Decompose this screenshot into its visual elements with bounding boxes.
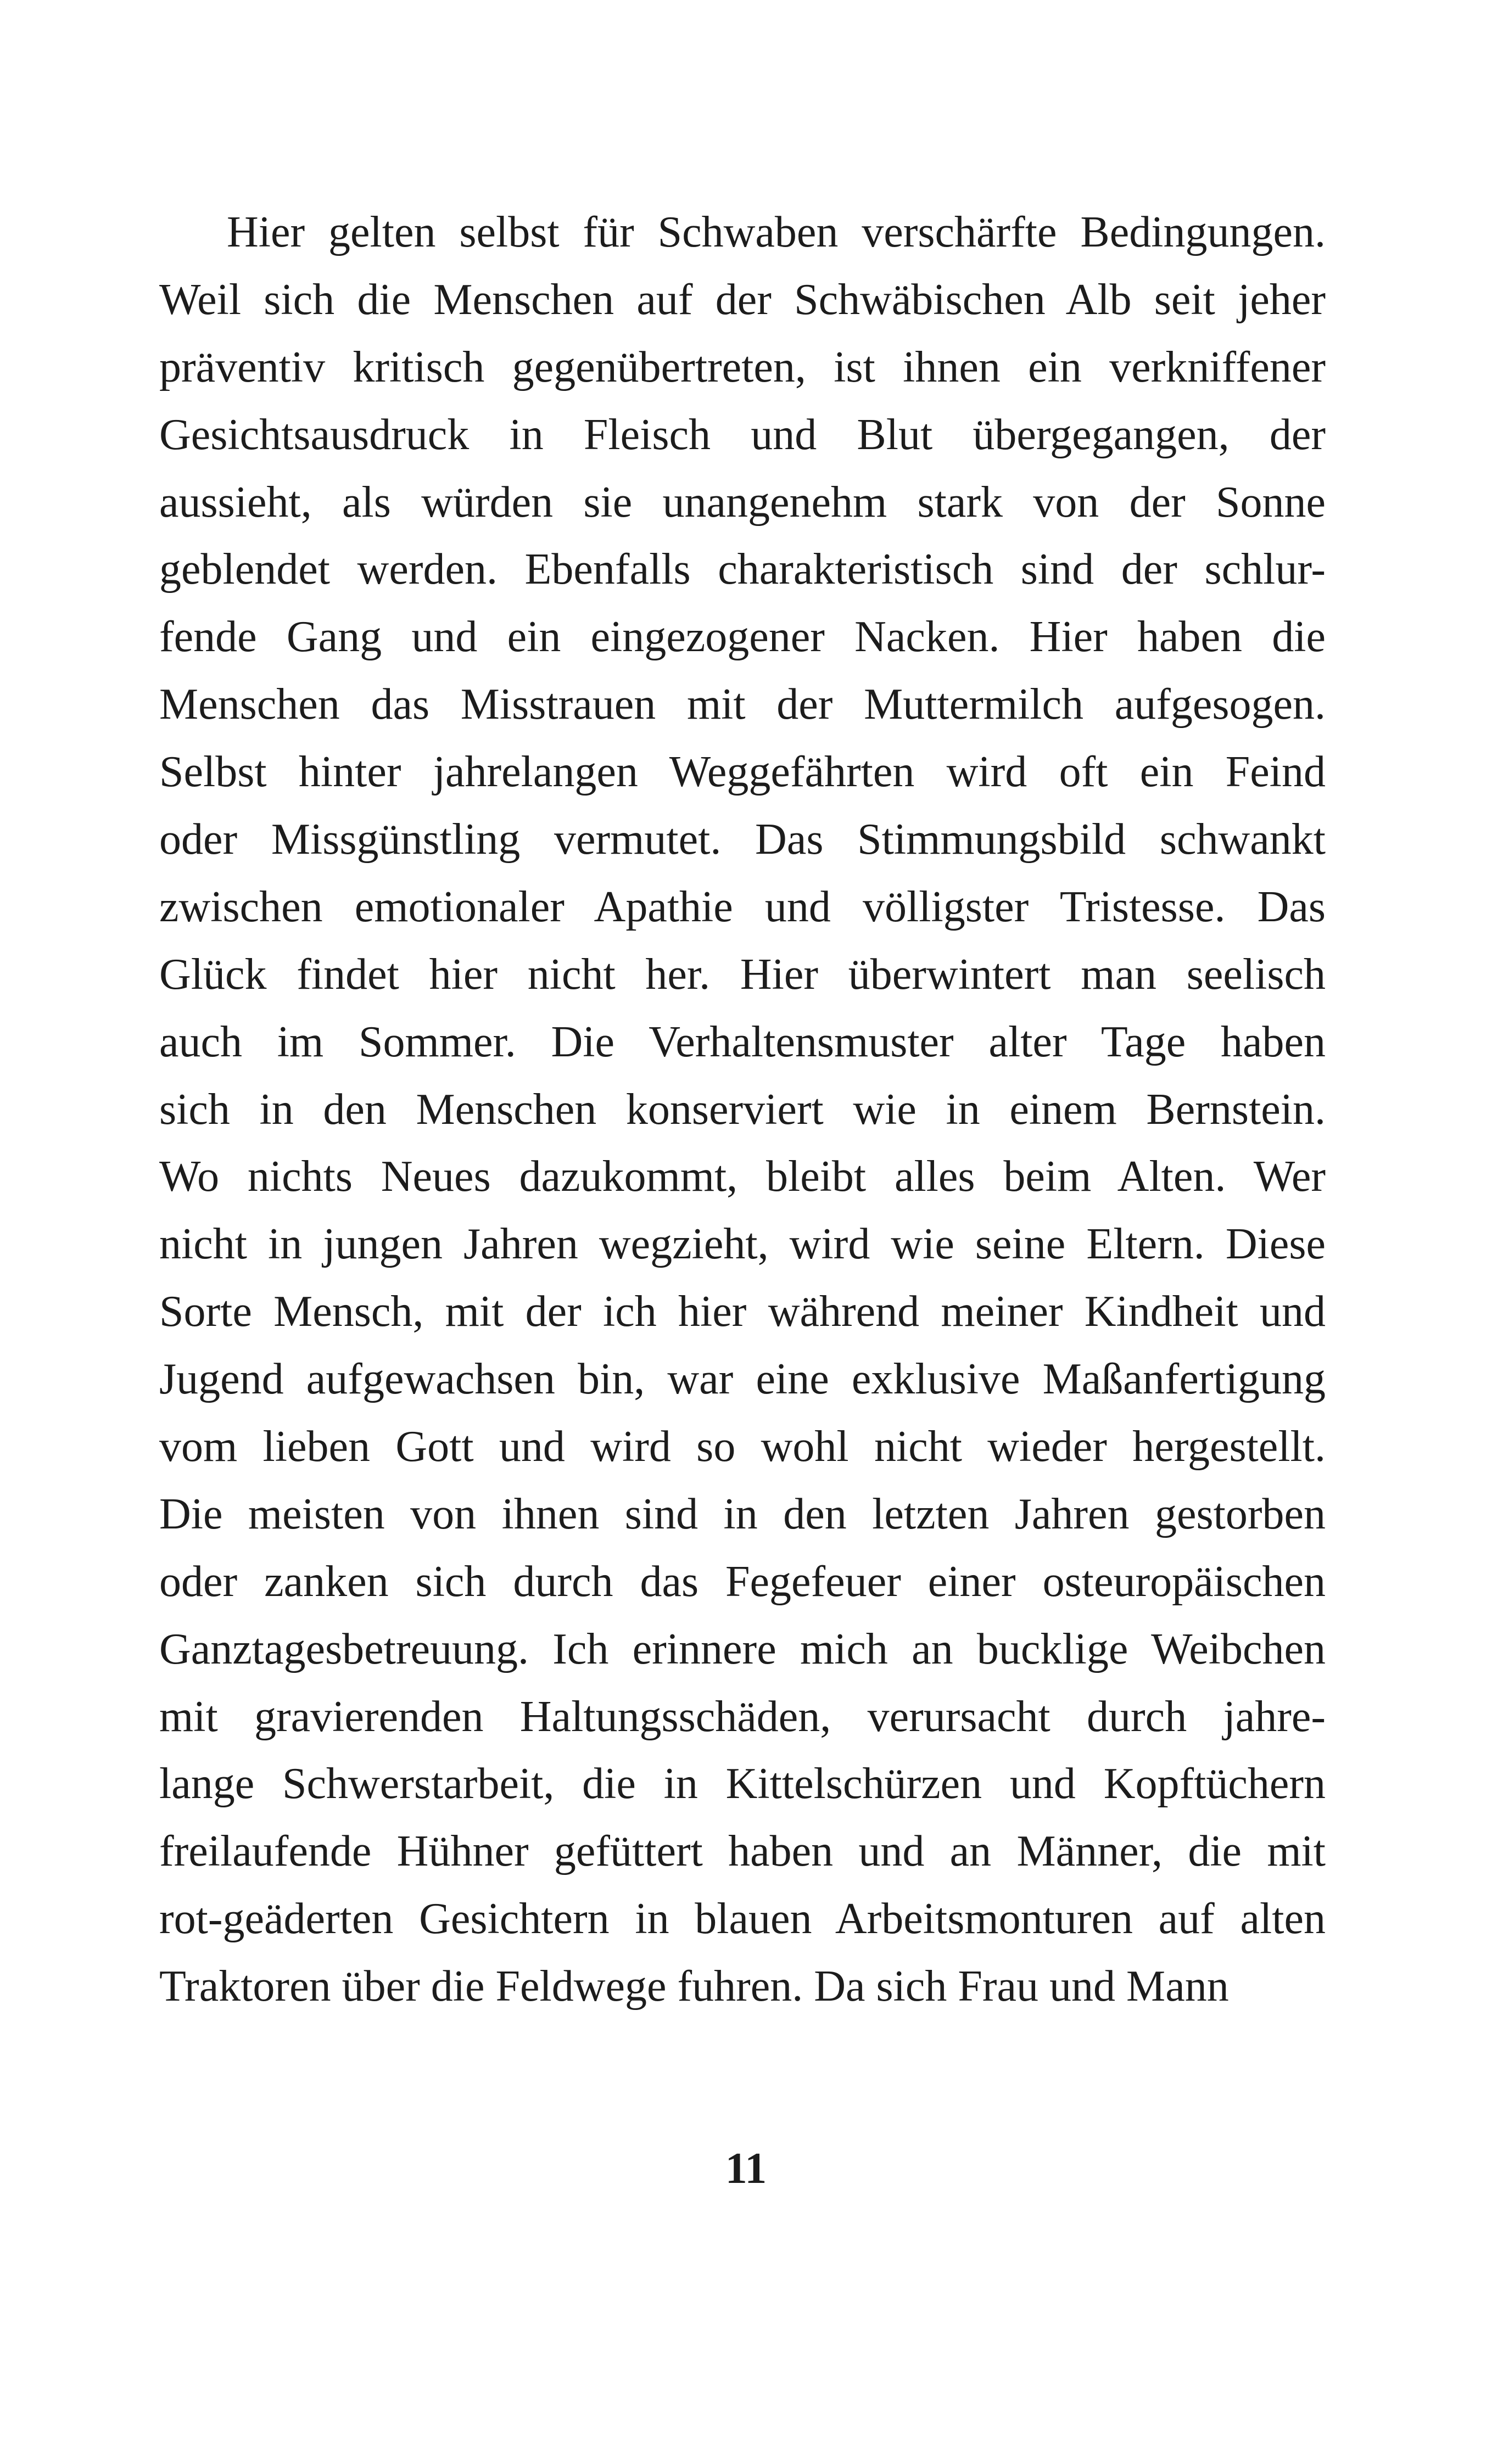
text-line: zwischen emotionaler Apathie und völligster Tristesse. Das <box>159 882 1326 931</box>
text-line: Selbst hinter jahrelangen Weggefährten wird oft ein Feind <box>159 748 1326 797</box>
text-line: sich in den Menschen konserviert wie in einem Bernstein. <box>159 1085 1326 1134</box>
text-line: Wo nichts Neues dazukommt, bleibt alles beim Alten. Wer <box>159 1152 1326 1201</box>
text-line: Weil sich die Menschen auf der Schwäbischen Alb seit jeher <box>159 275 1326 324</box>
text-line: Hier gelten selbst für Schwaben verschärfte Bedingungen. <box>227 208 1326 256</box>
text-line: Gesichtsausdruck in Fleisch und Blut übergegangen, der <box>159 410 1326 459</box>
text-line: nicht in jungen Jahren wegzieht, wird wie seine Eltern. Diese <box>159 1220 1326 1269</box>
text-line: rot-geäderten Gesichtern in blauen Arbeitsmonturen auf alten <box>159 1895 1326 1944</box>
text-line: oder zanken sich durch das Fegefeuer einer osteuropäischen <box>159 1557 1326 1606</box>
text-line: geblendet werden. Ebenfalls charakteristisch sind der schlur- <box>159 545 1326 594</box>
text-line: Ganztagesbetreuung. Ich erinnere mich an bucklige Weibchen <box>159 1625 1326 1673</box>
text-line: fende Gang und ein eingezogener Nacken. Hier haben die <box>159 613 1326 662</box>
text-line: Sorte Mensch, mit der ich hier während meiner Kindheit und <box>159 1287 1326 1336</box>
text-line: mit gravierenden Haltungsschäden, verursacht durch jahre- <box>159 1692 1326 1741</box>
text-line: vom lieben Gott und wird so wohl nicht wieder hergestellt. <box>159 1423 1326 1471</box>
text-line: Menschen das Misstrauen mit der Muttermilch aufgesogen. <box>159 680 1326 729</box>
text-line: oder Missgünstling vermutet. Das Stimmungsbild schwankt <box>159 815 1326 864</box>
text-line: Glück findet hier nicht her. Hier überwintert man seelisch <box>159 950 1326 999</box>
text-line: Traktoren über die Feldwege fuhren. Da sich Frau und Mann <box>159 1962 1229 2011</box>
text-line: aussieht, als würden sie unangenehm stark von der Sonne <box>159 478 1326 527</box>
text-line: auch im Sommer. Die Verhaltensmuster alter Tage haben <box>159 1017 1326 1066</box>
body-paragraph <box>159 199 1326 2020</box>
text-line: Jugend aufgewachsen bin, war eine exklusive Maßanfertigung <box>159 1355 1326 1404</box>
text-line: präventiv kritisch gegenübertreten, ist ihnen ein verkniffener <box>159 343 1326 391</box>
text-line: Die meisten von ihnen sind in den letzten Jahren gestorben <box>159 1489 1326 1538</box>
text-line: lange Schwerstarbeit, die in Kittelschürzen und Kopftüchern <box>159 1760 1326 1808</box>
page-number: 11 <box>725 2144 767 2193</box>
text-line: freilaufende Hühner gefüttert haben und an Männer, die mit <box>159 1827 1326 1876</box>
